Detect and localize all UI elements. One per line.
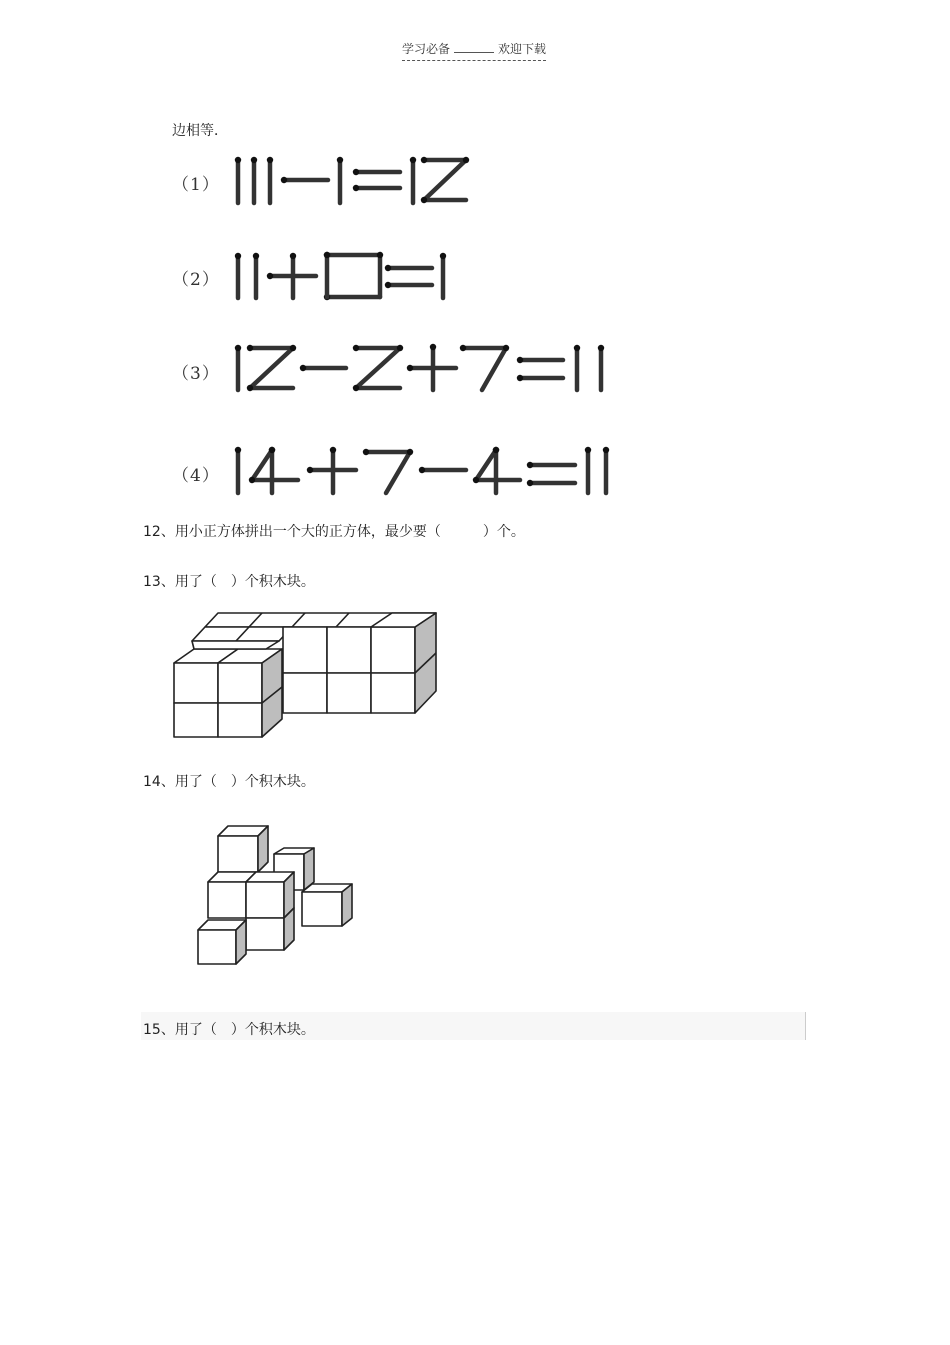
equation-label-2: （2） (172, 270, 220, 290)
header-right-text: 欢迎下载 (497, 42, 546, 56)
question-13: 13、用了（ ）个积木块。 (143, 574, 315, 590)
cube-figure-q14 (192, 812, 362, 972)
header-left-text: 学习必备 (402, 42, 451, 56)
matchstick-equations (0, 0, 950, 520)
question-12: 12、用小正方体拼出一个大的正方体，最少要（ ）个。 (143, 524, 525, 540)
question-14: 14、用了（ ）个积木块。 (143, 774, 315, 790)
equation-label-1: （1） (172, 175, 220, 195)
intro-text: 边相等． (172, 123, 228, 139)
equation-label-3: （3） (172, 364, 220, 384)
question-15: 15、用了（ ）个积木块。 (143, 1022, 315, 1038)
equation-label-4: （4） (172, 466, 220, 486)
cube-figure-q13 (168, 605, 448, 745)
